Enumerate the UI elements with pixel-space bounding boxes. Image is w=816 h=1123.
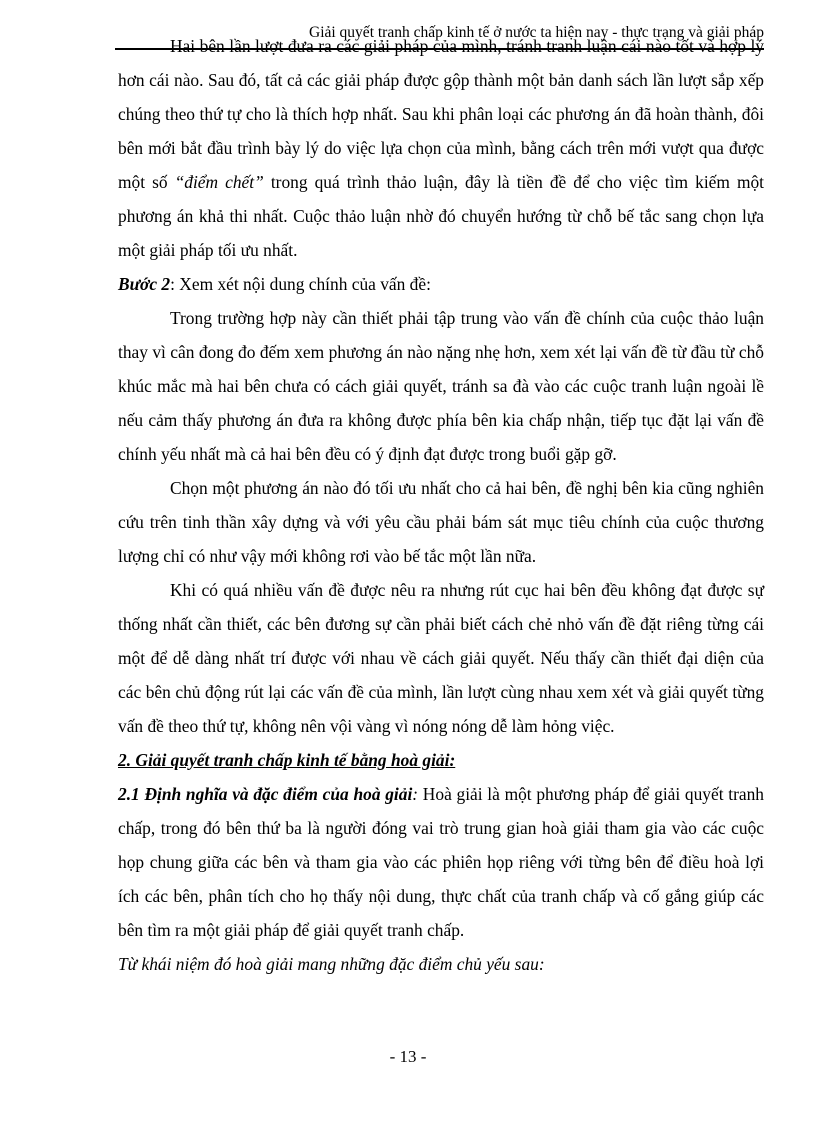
definition-label: 2.1 Định nghĩa và đặc điểm của hoà giải xyxy=(118,784,413,804)
section-heading: 2. Giải quyết tranh chấp kinh tế bằng hoà giải: xyxy=(118,750,456,770)
section-heading-line xyxy=(118,743,764,777)
step-2-text: : Xem xét nội dung chính của vấn đề: xyxy=(170,274,431,294)
paragraph-solutions xyxy=(118,29,764,267)
dead-point-quote: “điểm chết” xyxy=(174,172,264,192)
paragraph-solutions-text-after: trong quá trình thảo luận, đây là tiền đề để cho việc tìm kiếm một phương án khả thi nhất. Cuộc thảo luận nhờ đó chuyển hướng từ chỗ bế tắc sang chọn lựa một giải pháp tối ưu nhất. xyxy=(118,172,765,260)
paragraph-optimal-option: Chọn một phương án nào đó tối ưu nhất cho cả hai bên, đề nghị bên kia cũng nghiên cứu trên tinh thần xây dựng và với yêu cầu phải bám sát mục tiêu chính của cuộc thương lượng chỉ có như vậy mới không rơi vào bế tắc một lần nữa. xyxy=(118,478,764,566)
closing-italic-line: Từ khái niệm đó hoà giải mang những đặc điểm chủ yếu sau: xyxy=(118,954,545,974)
step-2-label: Bước 2 xyxy=(118,274,171,294)
definition-colon: : xyxy=(412,784,419,804)
paragraph-split-issues: Khi có quá nhiều vấn đề được nêu ra nhưng rút cục hai bên đều không đạt được sự thống nhất cần thiết, các bên đương sự cần phải biết cách chẻ nhỏ vấn đề đặt riêng từng cái một để dễ dàng nhất trí được với nhau về cách giải quyết. Nếu thấy cần thiết đại diện của các bên chủ động rút lại các vấn đề của mình, lần lượt cùng nhau xem xét và giải quyết từng vấn đề theo thứ tự, không nên vội vàng vì nóng nóng dễ làm hỏng việc. xyxy=(118,580,764,736)
step-2-line xyxy=(118,267,764,301)
paragraph-definition xyxy=(118,777,764,947)
definition-text: Hoà giải là một phương pháp để giải quyết tranh chấp, trong đó bên thứ ba là người đóng vai trò trung gian hoà giải tham gia vào các cuộc họp chung giữa các bên và tham gia vào các phiên họp riêng với từng bên để điều hoà lợi ích các bên, phân tích cho họ thấy nội dung, thực chất của tranh chấp và cố gắng giúp các bên tìm ra một giải pháp để giải quyết tranh chấp. xyxy=(118,784,765,940)
paragraph-focus-main-issue: Trong trường hợp này cần thiết phải tập trung vào vấn đề chính của cuộc thảo luận thay vì cân đong đo đếm xem phương án nào nặng nhẹ hơn, xem xét lại vấn đề từ đầu từ chỗ khúc mắc mà hai bên chưa có cách giải quyết, tránh sa đà vào các cuộc tranh luận ngoài lề nếu cảm thấy phương án đưa ra không được phía bên kia chấp nhận, tiếp tục đặt lại vấn đề chính yếu nhất mà cả hai bên đều có ý định đạt được trong buổi gặp gỡ. xyxy=(118,308,764,464)
running-header: Giải quyết tranh chấp kinh tế ở nước ta hiện nay - thực trạng và giải pháp xyxy=(309,24,764,41)
page-body xyxy=(118,29,764,981)
paragraph-solutions-text-before: Hai bên lần lượt đưa ra các giải pháp của mình, tránh tranh luận cái nào tốt và hợp lý hơn cái nào. Sau đó, tất cả các giải pháp được gộp thành một bản danh sách lần lượt sắp xếp chúng theo thứ tự cho là thích hợp nhất. Sau khi phân loại các phương án đã hoàn thành, đôi bên mới bắt đầu trình bày lý do việc lựa chọn của mình, bằng cách trên mới vượt qua được một số xyxy=(118,36,764,192)
page-number: - 13 - xyxy=(389,1047,427,1066)
